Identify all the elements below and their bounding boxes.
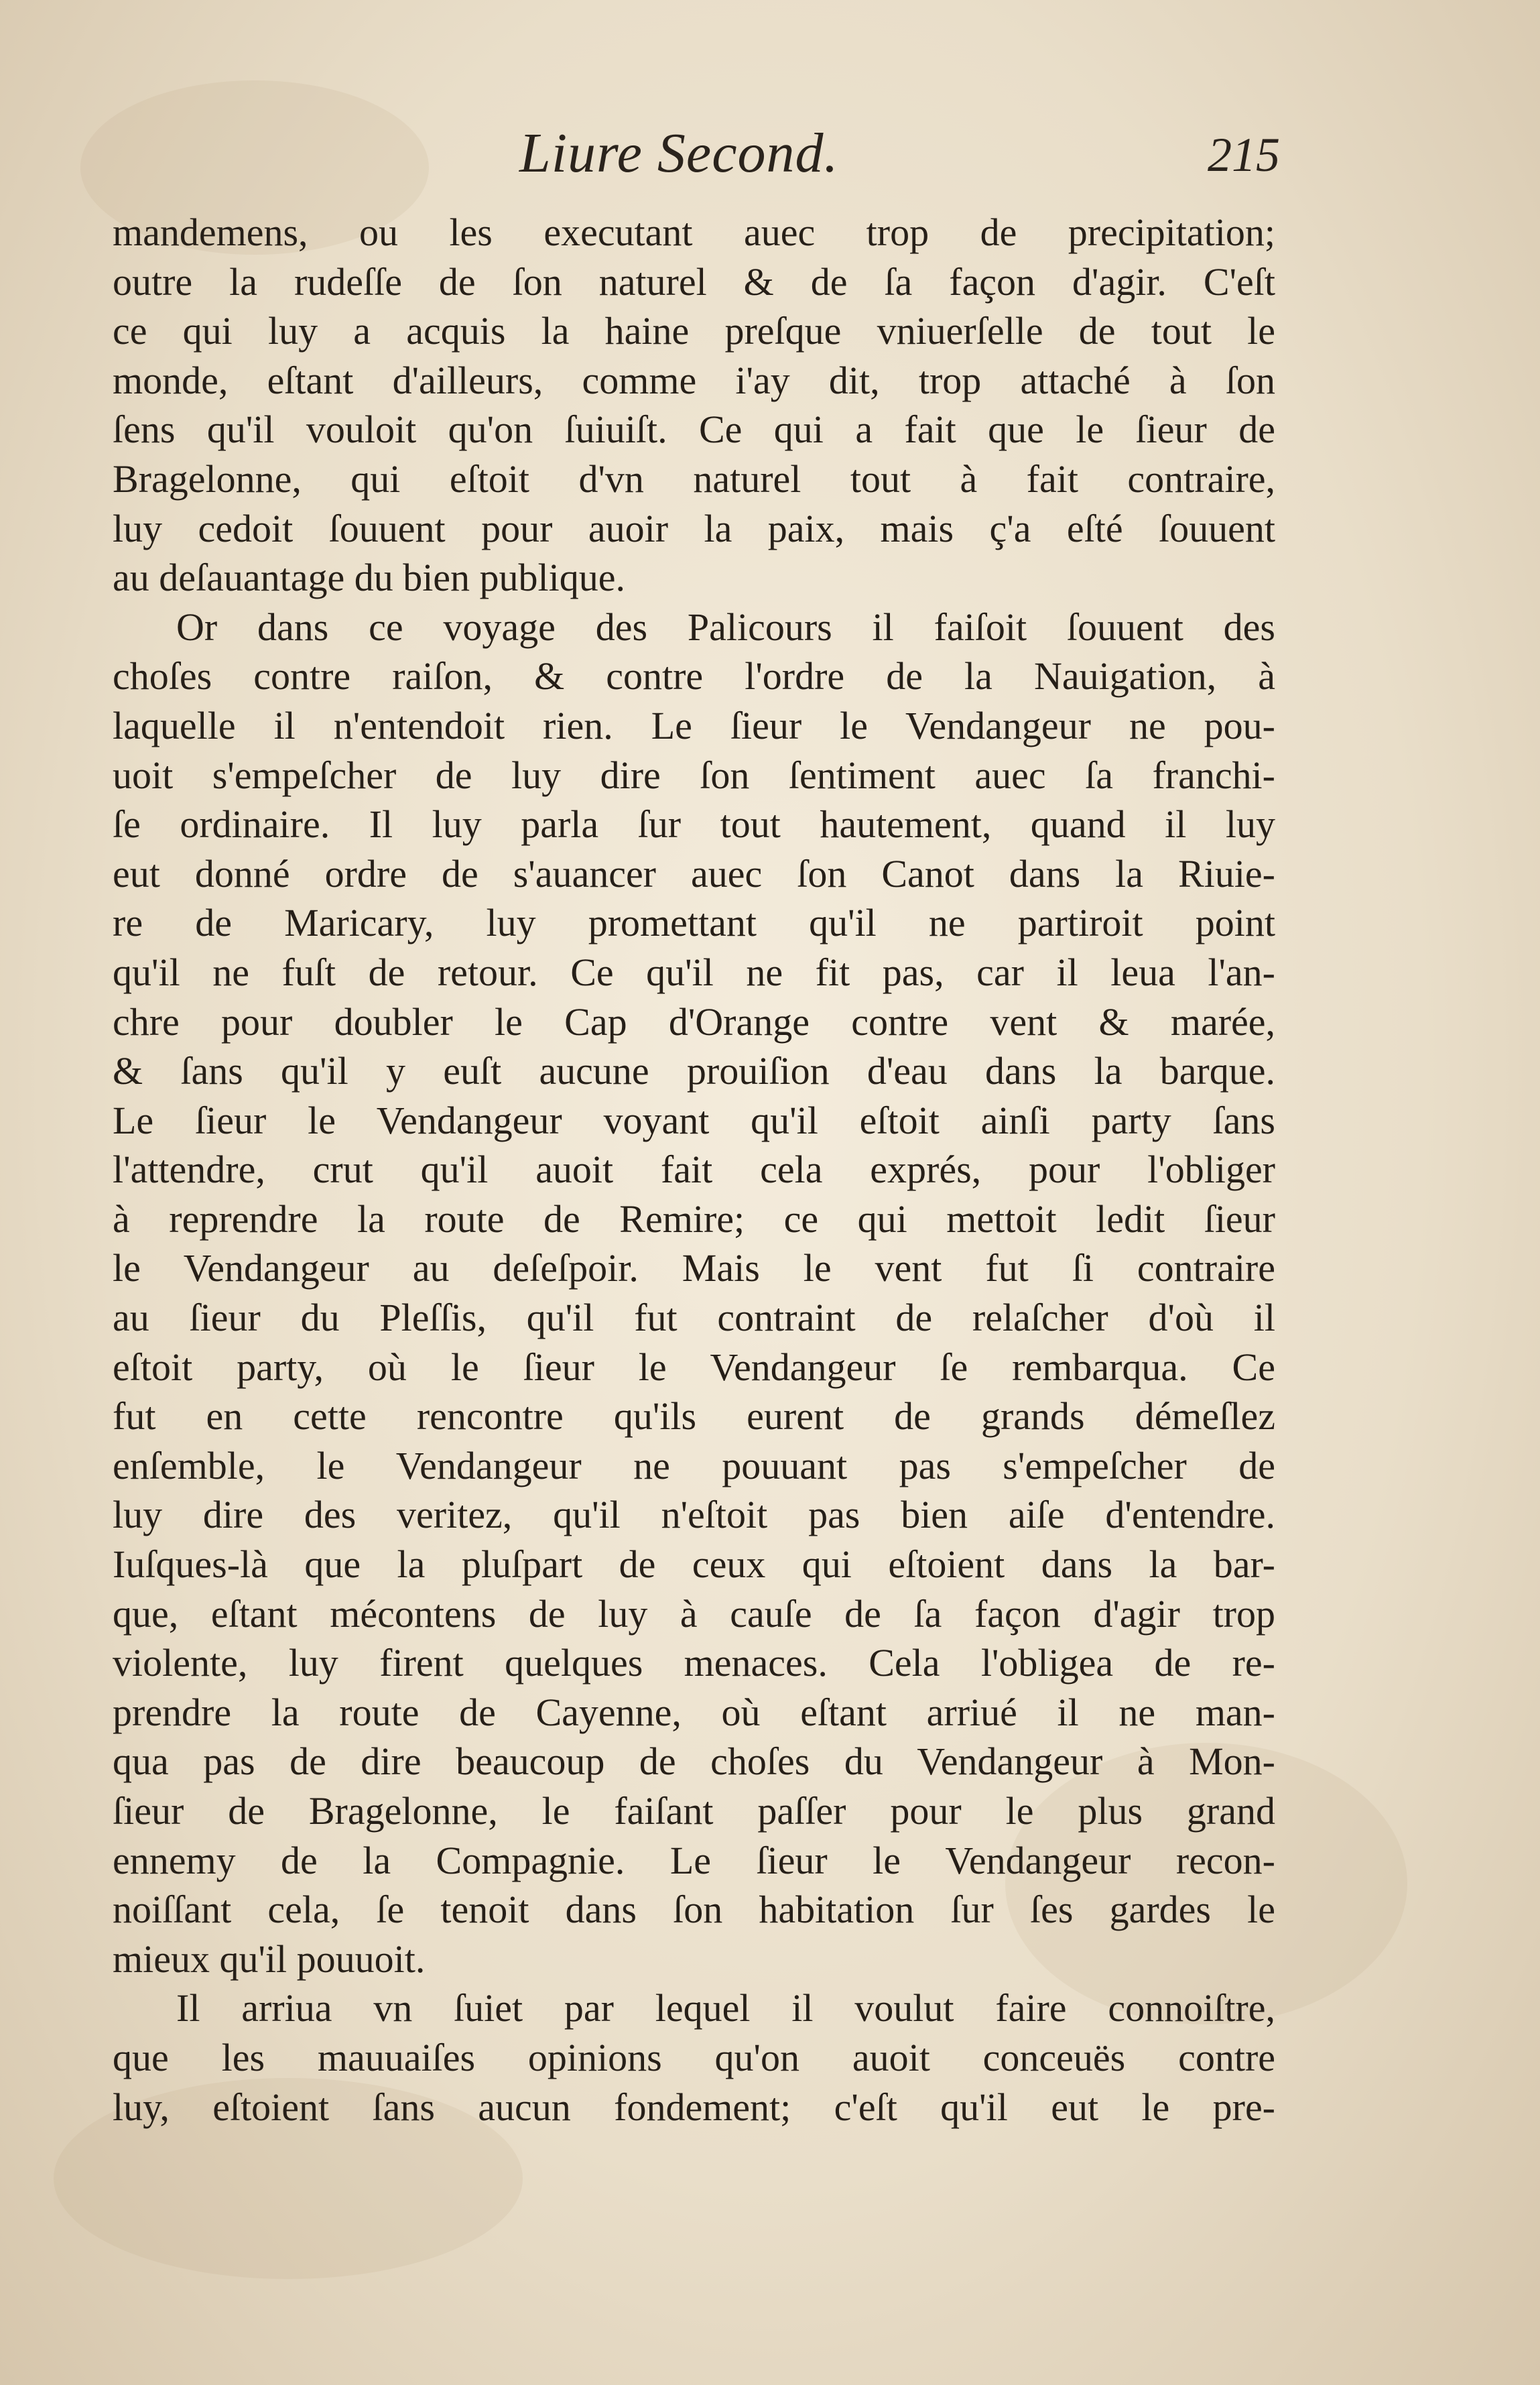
text-line: uoit s'empeſcher de luy dire ſon ſentiment auec ſa franchi- bbox=[113, 753, 1275, 797]
body-text bbox=[113, 208, 1275, 2132]
text-line: re de Maricary, luy promettant qu'il ne partiroit point bbox=[113, 901, 1275, 945]
text-line: l'attendre, crut qu'il auoit fait cela exprés, pour l'obliger bbox=[113, 1148, 1275, 1192]
text-line: qua pas de dire beaucoup de choſes du Vendangeur à Mon- bbox=[113, 1739, 1275, 1784]
text-line: Le ſieur le Vendangeur voyant qu'il eſtoit ainſi party ſans bbox=[113, 1098, 1275, 1142]
text-line: au ſieur du Pleſſis, qu'il fut contraint de relaſcher d'où il bbox=[113, 1296, 1275, 1340]
text-line: à reprendre la route de Remire; ce qui mettoit ledit ſieur bbox=[113, 1197, 1275, 1241]
paragraph-start-line: Or dans ce voyage des Palicours il faiſoit ſouuent des bbox=[176, 605, 1275, 649]
text-line: le Vendangeur au deſeſpoir. Mais le vent fut ſi contraire bbox=[113, 1246, 1275, 1290]
text-line: ſieur de Bragelonne, le faiſant paſſer pour le plus grand bbox=[113, 1789, 1275, 1833]
page-header bbox=[114, 121, 1280, 194]
page-number: 215 bbox=[1208, 128, 1280, 182]
text-line: ſe ordinaire. Il luy parla ſur tout hautement, quand il luy bbox=[113, 802, 1275, 847]
text-line: chre pour doubler le Cap d'Orange contre vent & marée, bbox=[113, 999, 1275, 1044]
text-line: prendre la route de Cayenne, où eſtant arriué il ne man- bbox=[113, 1690, 1275, 1734]
text-line: & ſans qu'il y euſt aucune prouiſion d'eau dans la barque. bbox=[113, 1049, 1275, 1093]
text-line: mandemens, ou les executant auec trop de precipitation; bbox=[113, 210, 1275, 254]
text-line: laquelle il n'entendoit rien. Le ſieur le Vendangeur ne pou- bbox=[113, 703, 1275, 747]
text-line: luy, eſtoient ſans aucun fondement; c'eſt qu'il eut le pre- bbox=[113, 2085, 1275, 2129]
text-line: ſens qu'il vouloit qu'on ſuiuiſt. Ce qui a fait que le ſieur de bbox=[113, 408, 1275, 452]
text-line: enſemble, le Vendangeur ne pouuant pas s'empeſcher de bbox=[113, 1443, 1275, 1487]
text-line: eut donné ordre de s'auancer auec ſon Canot dans la Riuie- bbox=[113, 851, 1275, 896]
text-line: noiſſant cela, ſe tenoit dans ſon habitation ſur ſes gardes le bbox=[113, 1888, 1275, 1932]
text-line: Bragelonne, qui eſtoit d'vn naturel tout à fait contraire, bbox=[113, 456, 1275, 501]
text-line: que les mauuaiſes opinions qu'on auoit conceuës contre bbox=[113, 2035, 1275, 2079]
text-line: que, eſtant mécontens de luy à cauſe de ſa façon d'agir trop bbox=[113, 1591, 1275, 1636]
text-line: qu'il ne fuſt de retour. Ce qu'il ne fit pas, car il leua l'an- bbox=[113, 950, 1275, 994]
text-line: luy dire des veritez, qu'il n'eſtoit pas bien aiſe d'entendre. bbox=[113, 1493, 1275, 1537]
text-line: au deſauantage du bien publique. bbox=[113, 556, 626, 600]
text-line: luy cedoit ſouuent pour auoir la paix, mais ç'a eſté ſouuent bbox=[113, 506, 1275, 550]
text-line: fut en cette rencontre qu'ils eurent de grands démeſlez bbox=[113, 1394, 1275, 1439]
text-line: monde, eſtant d'ailleurs, comme i'ay dit, trop attaché à ſon bbox=[113, 358, 1275, 402]
paragraph-start-line: Il arriua vn ſuiet par lequel il voulut faire connoiſtre, bbox=[176, 1986, 1275, 2030]
text-line: eſtoit party, où le ſieur le Vendangeur ſe rembarqua. Ce bbox=[113, 1345, 1275, 1389]
text-line: ce qui luy a acquis la haine preſque vniuerſelle de tout le bbox=[113, 309, 1275, 353]
text-line: ennemy de la Compagnie. Le ſieur le Vendangeur recon- bbox=[113, 1838, 1275, 1882]
text-line: Iuſques-là que la pluſpart de ceux qui eſtoient dans la bar- bbox=[113, 1542, 1275, 1587]
running-title: Liure Second. bbox=[519, 122, 839, 184]
text-line: violente, luy firent quelques menaces. Cela l'obligea de re- bbox=[113, 1641, 1275, 1685]
text-line: outre la rudeſſe de ſon naturel & de ſa façon d'agir. C'eſt bbox=[113, 259, 1275, 304]
text-line: mieux qu'il pouuoit. bbox=[113, 1937, 426, 1981]
text-line: choſes contre raiſon, & contre l'ordre de la Nauigation, à bbox=[113, 654, 1275, 698]
